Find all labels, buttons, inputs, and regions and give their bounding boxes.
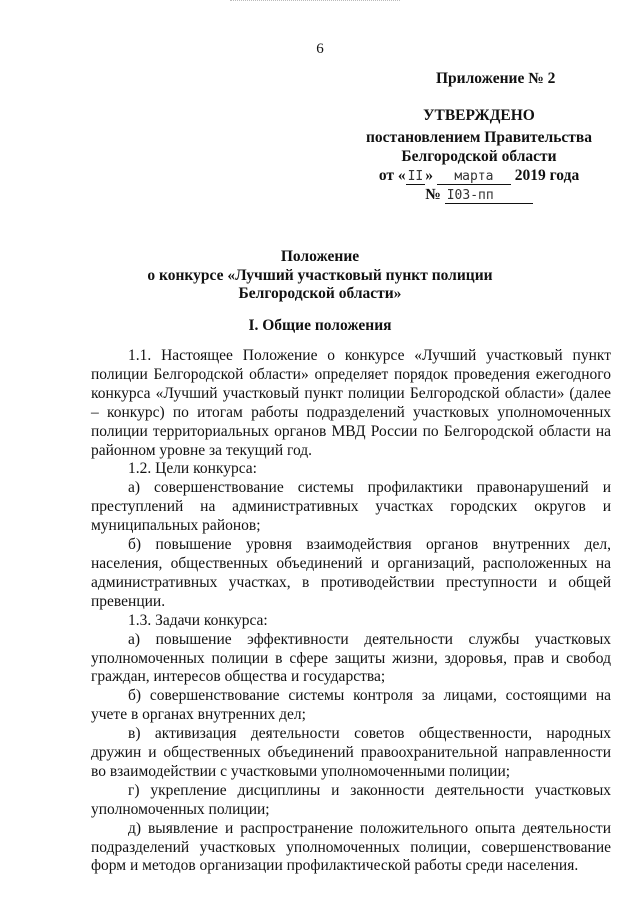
date-month: марта [437,169,511,185]
paragraph-task-e: д) выявление и распространение положительного опыта деятельности подразделений участковых уполномоченных полиции, совершенствование форм и методов организации профилактической работы среди населения. [91,819,611,875]
paragraph-task-c: в) активизация деятельности советов общественности, народных дружин и общественных объединений правоохранительной направленности во взаимодействии с участковыми уполномоченными полиции; [91,725,611,780]
scan-edge-mark [230,0,400,2]
date-mid: » [425,167,434,184]
paragraph-task-d: г) укрепление дисциплины и законности деятельности участковых уполномоченных полиции; [91,781,611,818]
document-title [0,248,640,304]
paragraph-1-2: 1.2. Цели конкурса: [128,460,257,478]
approval-block [349,106,609,204]
approval-date [349,166,609,185]
paragraph-task-a: а) повышение эффективности деятельности службы участковых уполномоченных полиции в сфере защиты жизни, здоровья, прав и свобод граждан, интересов общества и государства; [91,630,611,686]
number-value: I03-пп [445,188,533,204]
title-line-3: Белгородской области» [238,285,402,302]
approved-by-line2: Белгородской области [401,148,557,165]
paragraph-1-3: 1.3. Задачи конкурса: [128,611,268,629]
approved-by-line1: постановлением Правительства [365,129,593,146]
section-title: I. Общие положения [248,317,392,334]
date-day: II [407,169,424,184]
number-prefix: № [425,186,441,203]
paragraph-goal-a: а) совершенствование системы профилактики правонарушений и преступлений на административных участках городских округов и муниципальных районов; [91,479,611,535]
date-prefix: от « [378,167,406,184]
approved-heading: УТВЕРЖДЕНО [423,107,535,124]
paragraph-1-1: 1.1. Настоящее Положение о конкурсе «Лучший участковый пункт полиции Белгородской области» определяет порядок проведения ежегодного конкурса «Лучший участковый пункт полиции Белгородской области» (далее – конкурс) по итогам работы подразделений участковых уполномоченных полиции территориальных органов МВД России по Белгородской области на районном уровне за текущий год. [91,347,611,459]
title-line-1: Положение [280,248,360,265]
page-number: 6 [316,41,324,57]
approval-number [349,185,609,204]
date-year: 2019 года [514,167,580,184]
appendix-label: Приложение № 2 [436,70,556,87]
paragraph-goal-b: б) повышение уровня взаимодействия органов внутренних дел, населения, общественных объединений и организаций, расположенных на административных участках, в противодействии преступности и общей превенции. [91,536,611,610]
paragraph-task-b: б) совершенствование системы контроля за лицами, состоящими на учете в органах внутренних дел; [91,687,611,724]
document-body [91,347,611,876]
title-line-2: о конкурсе «Лучший участковый пункт полиции [147,266,493,284]
